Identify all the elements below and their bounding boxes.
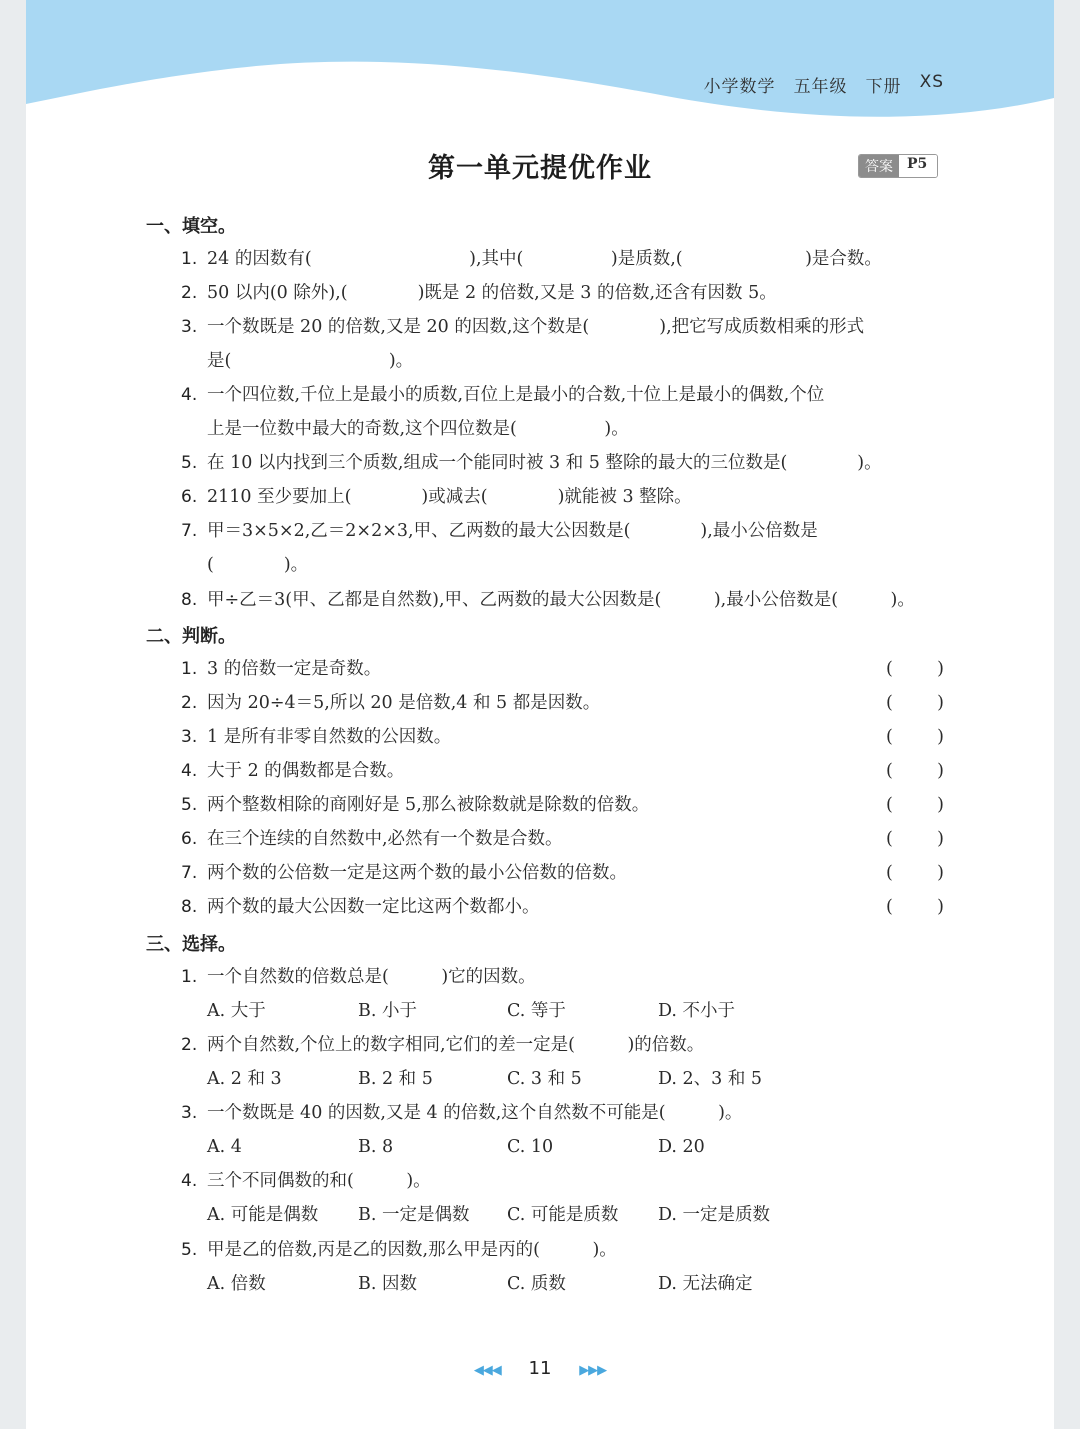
question-number: 1. xyxy=(181,967,198,987)
choice-question-4 xyxy=(181,1164,944,1198)
question-text: 2110 至少要加上( )或减去( )就能被 3 整除。 xyxy=(207,487,692,507)
option-c[interactable]: C. 可能是质数 xyxy=(507,1205,619,1225)
question-continuation: ( )。 xyxy=(207,555,309,575)
bracket-open: ( xyxy=(886,863,893,883)
question-text: 3 的倍数一定是奇数。 xyxy=(207,659,382,679)
judge-question-8 xyxy=(181,890,944,924)
option-a[interactable]: A. 可能是偶数 xyxy=(207,1205,319,1225)
question-number: 7. xyxy=(181,863,198,883)
answer-page: P5 xyxy=(899,155,937,177)
bracket-open: ( xyxy=(886,897,893,917)
question-continuation: 上是一位数中最大的奇数,这个四位数是( )。 xyxy=(207,419,629,439)
book-header xyxy=(704,72,944,97)
option-c[interactable]: C. 10 xyxy=(507,1137,554,1157)
option-b[interactable]: B. 8 xyxy=(358,1137,394,1157)
question-number: 5. xyxy=(181,453,198,473)
section-heading-judge: 二、判断。 xyxy=(146,626,236,647)
judge-question-5 xyxy=(181,788,944,822)
bracket-close: ) xyxy=(937,761,944,781)
bracket-close: ) xyxy=(937,693,944,713)
question-number: 5. xyxy=(181,795,198,815)
bracket-close: ) xyxy=(937,863,944,883)
header-grade: 五年级 xyxy=(793,77,848,97)
header-wave-banner xyxy=(26,0,1054,140)
option-d[interactable]: D. 不小于 xyxy=(658,1001,736,1021)
question-text: 一个数既是 20 的倍数,又是 20 的因数,这个数是( ),把它写成质数相乘的形式 xyxy=(207,317,865,337)
fill-question-4 xyxy=(181,378,944,412)
fill-question-3 xyxy=(181,310,944,344)
question-text: 50 以内(0 除外),( )既是 2 的倍数,又是 3 的倍数,还含有因数 5。 xyxy=(207,283,777,303)
answer-bracket[interactable] xyxy=(886,754,944,788)
choice-question-3 xyxy=(181,1096,944,1130)
question-number: 4. xyxy=(181,761,198,781)
judge-question-3 xyxy=(181,720,944,754)
bracket-open: ( xyxy=(886,829,893,849)
question-text: 大于 2 的偶数都是合数。 xyxy=(207,761,405,781)
question-number: 6. xyxy=(181,829,198,849)
bracket-close: ) xyxy=(937,659,944,679)
prev-page-arrows-icon[interactable]: ◀◀◀ xyxy=(473,1363,501,1378)
choice-question-2 xyxy=(181,1028,944,1062)
question-text: 因为 20÷4＝5,所以 20 是倍数,4 和 5 都是因数。 xyxy=(207,693,601,713)
question-text: 甲＝3×5×2,乙＝2×2×3,甲、乙两数的最大公因数是( ),最小公倍数是 xyxy=(207,521,818,541)
option-d[interactable]: D. 2、3 和 5 xyxy=(658,1069,763,1089)
question-continuation: 是( )。 xyxy=(207,351,414,371)
question-text: 两个数的公倍数一定是这两个数的最小公倍数的倍数。 xyxy=(207,863,627,883)
question-number: 7. xyxy=(181,521,198,541)
question-text: 三个不同偶数的和( )。 xyxy=(207,1171,431,1191)
question-text: 两个数的最大公因数一定比这两个数都小。 xyxy=(207,897,540,917)
option-a[interactable]: A. 倍数 xyxy=(207,1274,266,1294)
page-footer xyxy=(26,1358,1054,1379)
question-number: 2. xyxy=(181,693,198,713)
question-text: 在 10 以内找到三个质数,组成一个能同时被 3 和 5 整除的最大的三位数是( )。 xyxy=(207,453,882,473)
header-volume: 下册 xyxy=(865,77,902,97)
question-text: 两个整数相除的商刚好是 5,那么被除数就是除数的倍数。 xyxy=(207,795,650,815)
question-number: 4. xyxy=(181,1171,198,1191)
answer-bracket[interactable] xyxy=(886,686,944,720)
question-number: 2. xyxy=(181,1035,198,1055)
question-text: 甲÷乙＝3(甲、乙都是自然数),甲、乙两数的最大公因数是( ),最小公倍数是( )。 xyxy=(207,590,915,610)
option-c[interactable]: C. 质数 xyxy=(507,1274,566,1294)
option-d[interactable]: D. 一定是质数 xyxy=(658,1205,771,1225)
choice-question-1 xyxy=(181,960,944,994)
question-number: 1. xyxy=(181,659,198,679)
bracket-open: ( xyxy=(886,727,893,747)
option-c[interactable]: C. 3 和 5 xyxy=(507,1069,582,1089)
section-heading-fill: 一、填空。 xyxy=(146,216,236,237)
answer-bracket[interactable] xyxy=(886,652,944,686)
option-d[interactable]: D. 无法确定 xyxy=(658,1274,753,1294)
bracket-close: ) xyxy=(937,897,944,917)
worksheet-page xyxy=(26,0,1054,1429)
question-text: 一个自然数的倍数总是( )它的因数。 xyxy=(207,967,536,987)
option-c[interactable]: C. 等于 xyxy=(507,1001,566,1021)
question-number: 6. xyxy=(181,487,198,507)
header-edition: XS xyxy=(919,72,944,92)
question-number: 3. xyxy=(181,1103,198,1123)
question-number: 1. xyxy=(181,249,198,269)
fill-question-7 xyxy=(181,514,944,548)
question-number: 8. xyxy=(181,897,198,917)
answer-bracket[interactable] xyxy=(886,856,944,890)
judge-question-4 xyxy=(181,754,944,788)
question-text: 24 的因数有( ),其中( )是质数,( )是合数。 xyxy=(207,249,882,269)
judge-question-6 xyxy=(181,822,944,856)
answer-bracket[interactable] xyxy=(886,822,944,856)
question-number: 4. xyxy=(181,385,198,405)
option-b[interactable]: B. 因数 xyxy=(358,1274,417,1294)
next-page-arrows-icon[interactable]: ▶▶▶ xyxy=(579,1363,607,1378)
option-b[interactable]: B. 小于 xyxy=(358,1001,417,1021)
bracket-open: ( xyxy=(886,795,893,815)
question-text: 一个数既是 40 的因数,又是 4 的倍数,这个自然数不可能是( )。 xyxy=(207,1103,743,1123)
option-b[interactable]: B. 一定是偶数 xyxy=(358,1205,470,1225)
question-text: 在三个连续的自然数中,必然有一个数是合数。 xyxy=(207,829,563,849)
answer-page-tag[interactable] xyxy=(858,154,938,178)
answer-bracket[interactable] xyxy=(886,720,944,754)
judge-question-2 xyxy=(181,686,944,720)
question-text: 两个自然数,个位上的数字相同,它们的差一定是( )的倍数。 xyxy=(207,1035,705,1055)
question-text: 甲是乙的倍数,丙是乙的因数,那么甲是丙的( )。 xyxy=(207,1240,617,1260)
fill-question-8 xyxy=(181,583,944,617)
option-a[interactable]: A. 大于 xyxy=(207,1001,266,1021)
option-a[interactable]: A. 2 和 3 xyxy=(207,1069,282,1089)
question-number: 3. xyxy=(181,727,198,747)
question-number: 5. xyxy=(181,1240,198,1260)
fill-question-2 xyxy=(181,276,944,310)
bracket-open: ( xyxy=(886,659,893,679)
bracket-close: ) xyxy=(937,727,944,747)
option-b[interactable]: B. 2 和 5 xyxy=(358,1069,433,1089)
bracket-close: ) xyxy=(937,829,944,849)
option-d[interactable]: D. 20 xyxy=(658,1137,705,1157)
page-title: 第一单元提优作业 xyxy=(428,153,652,184)
question-number: 3. xyxy=(181,317,198,337)
question-text: 一个四位数,千位上是最小的质数,百位上是最小的合数,十位上是最小的偶数,个位 xyxy=(207,385,825,405)
section-heading-choice: 三、选择。 xyxy=(146,934,236,955)
option-a[interactable]: A. 4 xyxy=(207,1137,242,1157)
bracket-close: ) xyxy=(937,795,944,815)
bracket-open: ( xyxy=(886,761,893,781)
page-number: 11 xyxy=(528,1358,552,1379)
answer-bracket[interactable] xyxy=(886,890,944,924)
answer-label: 答案 xyxy=(859,155,899,177)
fill-question-5 xyxy=(181,446,944,480)
judge-question-7 xyxy=(181,856,944,890)
choice-question-5 xyxy=(181,1233,944,1267)
judge-question-1 xyxy=(181,652,944,686)
header-subject: 小学数学 xyxy=(703,77,776,97)
question-number: 2. xyxy=(181,283,198,303)
answer-bracket[interactable] xyxy=(886,788,944,822)
fill-question-6 xyxy=(181,480,944,514)
bracket-open: ( xyxy=(886,693,893,713)
fill-question-1 xyxy=(181,242,944,276)
question-text: 1 是所有非零自然数的公因数。 xyxy=(207,727,452,747)
question-number: 8. xyxy=(181,590,198,610)
